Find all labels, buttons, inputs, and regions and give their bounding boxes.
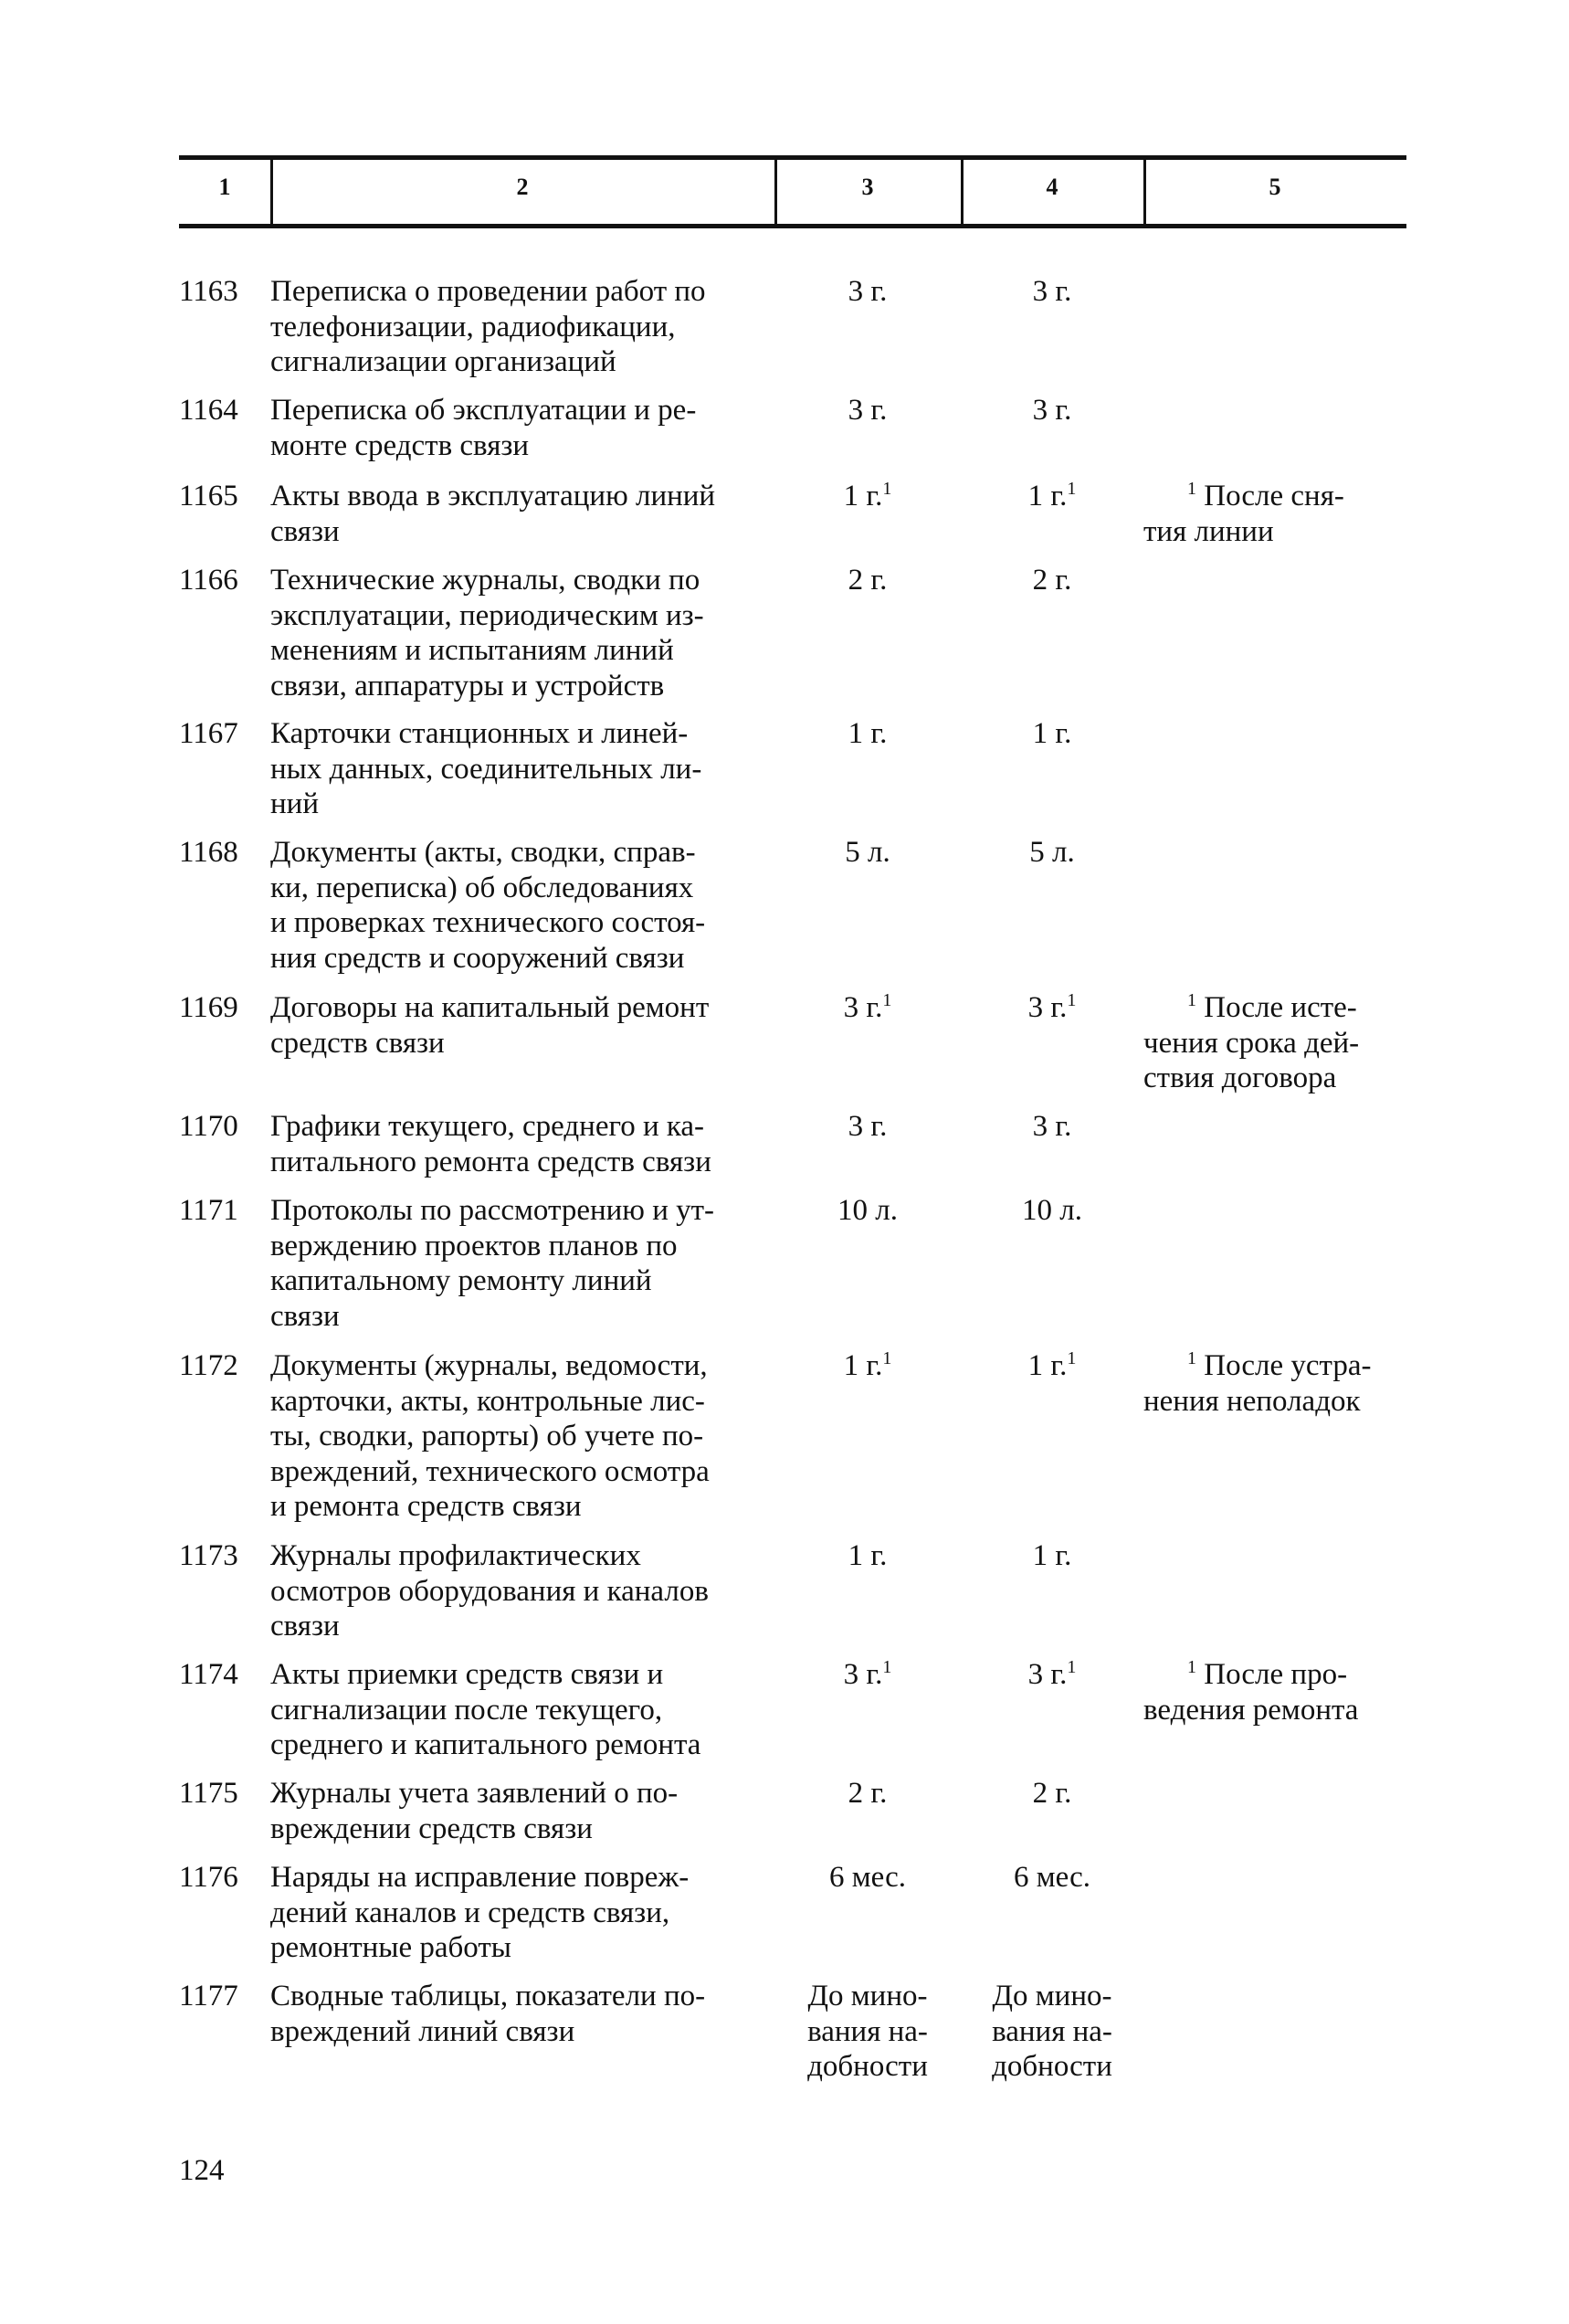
description-line: Переписка об эксплуатации и ре-	[270, 394, 697, 427]
period-value: 2 г.	[1032, 564, 1072, 597]
row-description	[270, 990, 782, 1061]
footnote-marker: 1	[1067, 1348, 1077, 1368]
row-description	[270, 1776, 782, 1846]
period-value: 2 г.	[848, 1777, 888, 1810]
footnote-marker: 1	[1067, 1657, 1077, 1677]
note-line	[1143, 479, 1417, 514]
retention-period-col4	[970, 1860, 1134, 1896]
note-text: После про-	[1204, 1658, 1348, 1691]
description-line: среднего и капитального ремонта	[270, 1728, 701, 1761]
retention-period-col3	[785, 990, 950, 1026]
period-value: 3 г.	[1032, 1110, 1072, 1143]
note-line: чения срока дей-	[1143, 1026, 1360, 1060]
description-line: вреждений линий связи	[270, 2014, 575, 2048]
description-line: Протоколы по рассмотрению и ут-	[270, 1194, 715, 1227]
row-note	[1143, 479, 1417, 549]
period-line: До мино-	[992, 1980, 1112, 2012]
description-line: ки, переписка) об обследованиях	[270, 871, 694, 904]
period-value: 3 г.	[843, 1658, 883, 1691]
description-line: Документы (журналы, ведомости,	[270, 1349, 708, 1382]
retention-period-col4	[970, 1193, 1134, 1229]
note-line: ведения ремонта	[1143, 1693, 1359, 1727]
period-value: 3 г.	[1027, 1658, 1068, 1691]
footnote-marker: 1	[1187, 1348, 1196, 1368]
description-line: вреждений, технического осмотра	[270, 1454, 710, 1488]
header-divider	[961, 157, 964, 227]
description-line: и ремонта средств связи	[270, 1490, 582, 1523]
row-number: 1170	[179, 1110, 238, 1143]
description-line: Технические журналы, сводки по	[270, 564, 700, 597]
note-text: После исте-	[1204, 991, 1357, 1024]
retention-period-col4	[970, 1538, 1134, 1574]
description-line: и проверках технического состоя-	[270, 906, 706, 939]
footnote-marker: 1	[882, 990, 892, 1010]
retention-period-col4	[970, 479, 1134, 514]
retention-period-col4	[970, 1657, 1134, 1693]
retention-period-col4	[970, 1979, 1134, 2085]
description-line: Графики текущего, среднего и ка-	[270, 1110, 705, 1143]
period-value: 2 г.	[848, 564, 888, 597]
period-value: 5 л.	[845, 836, 890, 869]
row-note	[1143, 1657, 1417, 1727]
retention-period-col3	[785, 1538, 950, 1574]
period-value: 1 г.	[843, 1349, 883, 1382]
row-description	[270, 1657, 782, 1763]
row-number: 1177	[179, 1980, 238, 2012]
row-note	[1143, 990, 1417, 1096]
description-line: Журналы профилактических	[270, 1539, 641, 1572]
retention-period-col3	[785, 1979, 950, 2085]
note-line	[1143, 1348, 1417, 1384]
retention-period-col3	[785, 479, 950, 514]
row-number: 1172	[179, 1349, 238, 1382]
row-description	[270, 1348, 782, 1525]
retention-period-col4	[970, 1109, 1134, 1145]
period-value: 3 г.	[1032, 275, 1072, 308]
note-line	[1143, 1657, 1417, 1693]
period-value: 1 г.	[1027, 480, 1068, 512]
description-line: эксплуатации, периодическим из-	[270, 598, 704, 632]
retention-period-col4	[970, 274, 1134, 310]
retention-period-col3	[785, 1657, 950, 1693]
retention-period-col4	[970, 835, 1134, 871]
period-value: 6 мес.	[1014, 1861, 1090, 1894]
row-description	[270, 1538, 782, 1644]
footnote-marker: 1	[882, 1657, 892, 1677]
page-number: 124	[179, 2154, 225, 2187]
footnote-marker: 1	[1067, 479, 1077, 499]
description-line: Документы (акты, сводки, справ-	[270, 836, 696, 869]
row-number: 1173	[179, 1539, 238, 1572]
description-line: Карточки станционных и линей-	[270, 717, 689, 750]
row-description	[270, 1979, 782, 2049]
note-line: нения неполадок	[1143, 1384, 1361, 1418]
description-line: сигнализации организаций	[270, 345, 616, 378]
note-text: После устра-	[1204, 1349, 1372, 1382]
footnote-marker: 1	[1067, 990, 1077, 1010]
header-divider	[1143, 157, 1146, 227]
description-line: связи	[270, 514, 340, 548]
footnote-marker: 1	[1187, 479, 1196, 499]
description-line: ных данных, соединительных ли-	[270, 752, 702, 786]
header-col-3: 3	[861, 174, 874, 200]
description-line: питального ремонта средств связи	[270, 1145, 711, 1178]
description-line: сигнализации после текущего,	[270, 1693, 663, 1727]
description-line: ремонтные работы	[270, 1931, 511, 1964]
period-value: 3 г.	[848, 1110, 888, 1143]
retention-period-col3	[785, 835, 950, 871]
period-value: 1 г.	[848, 1539, 888, 1572]
note-line: тия линии	[1143, 514, 1274, 548]
row-number: 1163	[179, 275, 238, 308]
description-line: связи	[270, 1299, 340, 1333]
row-number: 1168	[179, 836, 238, 869]
description-line: осмотров оборудования и каналов	[270, 1574, 709, 1608]
retention-period-col3	[785, 1860, 950, 1896]
period-value: 1 г.	[1027, 1349, 1068, 1382]
retention-period-col4	[970, 716, 1134, 752]
row-description	[270, 563, 782, 703]
footnote-marker: 1	[882, 479, 892, 499]
row-number: 1174	[179, 1658, 238, 1691]
retention-period-col3	[785, 274, 950, 310]
description-line: телефонизации, радиофикации,	[270, 310, 676, 343]
retention-period-col4	[970, 990, 1134, 1026]
retention-period-col3	[785, 1776, 950, 1812]
retention-period-col4	[970, 1776, 1134, 1812]
header-top-rule	[179, 155, 1406, 160]
footnote-marker: 1	[1187, 990, 1196, 1010]
retention-period-col3	[785, 1109, 950, 1145]
header-divider	[270, 157, 273, 227]
period-value: 1 г.	[843, 480, 883, 512]
period-line: До мино-	[807, 1980, 928, 2012]
period-value: 5 л.	[1029, 836, 1075, 869]
period-value: 3 г.	[1032, 394, 1072, 427]
retention-period-col3	[785, 563, 950, 598]
footnote-marker: 1	[882, 1348, 892, 1368]
row-number: 1166	[179, 564, 238, 597]
header-divider	[774, 157, 777, 227]
period-line: добности	[807, 2050, 928, 2083]
period-value: 10 л.	[1022, 1194, 1082, 1227]
description-line: ты, сводки, рапорты) об учете по-	[270, 1420, 704, 1452]
row-number: 1176	[179, 1861, 238, 1894]
row-number: 1165	[179, 480, 238, 512]
row-description	[270, 393, 782, 463]
description-line: менениям и испытаниям линий	[270, 634, 674, 667]
row-description	[270, 479, 782, 549]
row-description	[270, 1860, 782, 1966]
description-line: Переписка о проведении работ по	[270, 275, 706, 308]
description-line: Журналы учета заявлений о по-	[270, 1777, 679, 1810]
description-line: Акты приемки средств связи и	[270, 1658, 664, 1691]
row-number: 1164	[179, 394, 238, 427]
description-line: ния средств и сооружений связи	[270, 941, 685, 975]
row-number: 1167	[179, 717, 238, 750]
retention-period-col3	[785, 393, 950, 428]
description-line: вреждении средств связи	[270, 1812, 593, 1845]
description-line: монте средств связи	[270, 428, 530, 462]
row-number: 1171	[179, 1194, 238, 1227]
retention-period-col4	[970, 393, 1134, 428]
description-line: Сводные таблицы, показатели по-	[270, 1980, 706, 2012]
header-col-1: 1	[218, 174, 231, 200]
header-col-2: 2	[516, 174, 529, 200]
period-value: 10 л.	[837, 1194, 898, 1227]
header-col-5: 5	[1269, 174, 1281, 200]
row-description	[270, 1109, 782, 1179]
retention-period-col3	[785, 1193, 950, 1229]
description-line: связи, аппаратуры и устройств	[270, 669, 665, 702]
description-line: ний	[270, 787, 319, 820]
description-line: капитальному ремонту линий	[270, 1264, 652, 1297]
period-value: 3 г.	[848, 394, 888, 427]
row-note	[1143, 1348, 1417, 1419]
description-line: Договоры на капитальный ремонт	[270, 991, 710, 1024]
period-value: 3 г.	[843, 991, 883, 1024]
description-line: средств связи	[270, 1026, 445, 1060]
description-line: верждению проектов планов по	[270, 1229, 678, 1262]
period-value: 6 мес.	[829, 1861, 906, 1894]
description-line: дений каналов и средств связи,	[270, 1896, 670, 1929]
note-line	[1143, 990, 1417, 1026]
note-text: После сня-	[1204, 480, 1344, 512]
description-line: связи	[270, 1610, 340, 1643]
period-line: вания на-	[992, 2014, 1112, 2048]
row-description	[270, 716, 782, 822]
row-description	[270, 1193, 782, 1334]
period-value: 3 г.	[1027, 991, 1068, 1024]
retention-period-col3	[785, 716, 950, 752]
period-value: 1 г.	[1032, 1539, 1072, 1572]
row-number: 1175	[179, 1777, 238, 1810]
period-line: вания на-	[807, 2014, 928, 2048]
period-value: 3 г.	[848, 275, 888, 308]
description-line: Наряды на исправление повреж-	[270, 1861, 690, 1894]
row-number: 1169	[179, 991, 238, 1024]
row-description	[270, 835, 782, 976]
period-value: 2 г.	[1032, 1777, 1072, 1810]
period-value: 1 г.	[1032, 717, 1072, 750]
row-description	[270, 274, 782, 380]
header-bottom-rule	[179, 224, 1406, 228]
footnote-marker: 1	[1187, 1657, 1196, 1677]
retention-period-col4	[970, 563, 1134, 598]
period-value: 1 г.	[848, 717, 888, 750]
description-line: карточки, акты, контрольные лис-	[270, 1384, 705, 1418]
retention-period-col3	[785, 1348, 950, 1384]
retention-period-col4	[970, 1348, 1134, 1384]
description-line: Акты ввода в эксплуатацию линий	[270, 480, 716, 512]
note-line: ствия договора	[1143, 1062, 1337, 1094]
header-col-4: 4	[1046, 174, 1058, 200]
period-line: добности	[992, 2050, 1112, 2083]
